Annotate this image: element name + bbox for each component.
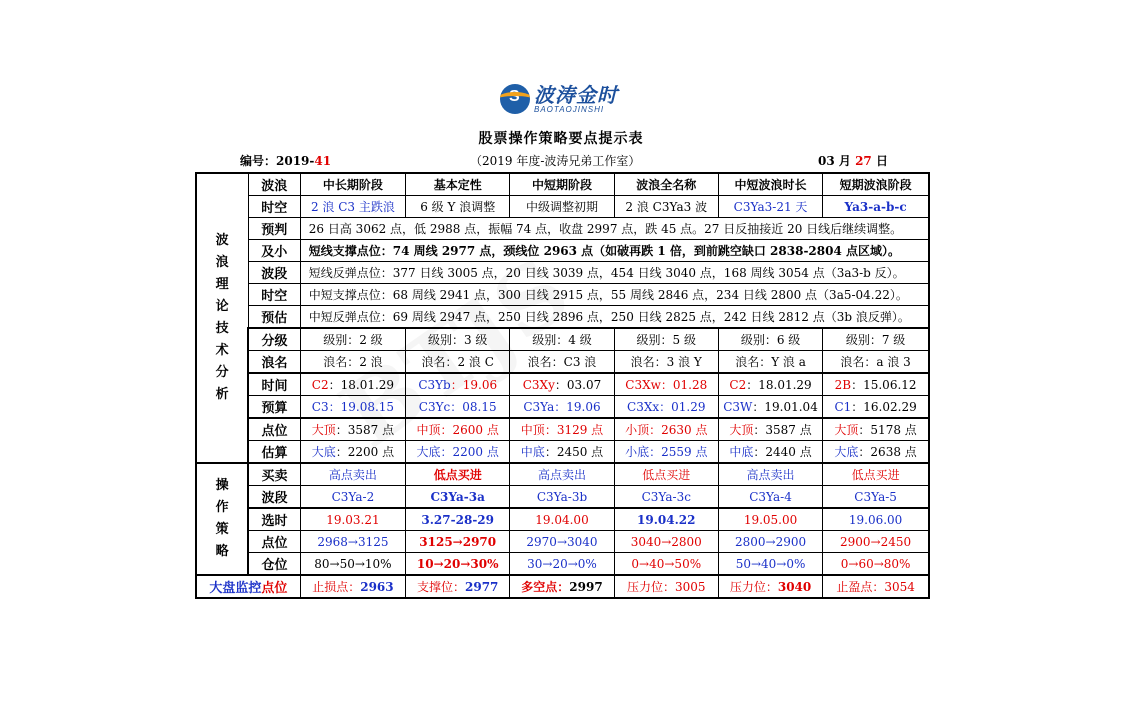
table-cell: 小底：2559 点 bbox=[614, 441, 718, 464]
column-header: 基本定性 bbox=[406, 173, 510, 196]
table-cell: 中底：2440 点 bbox=[718, 441, 822, 464]
table-cell: 2968→3125 bbox=[300, 531, 405, 553]
table-cell: C3Ya-3a bbox=[406, 486, 510, 509]
table-cell: 10→20→30% bbox=[406, 553, 510, 576]
table-cell: 浪名：a 浪 3 bbox=[823, 351, 929, 374]
row-label: 波浪 bbox=[248, 173, 300, 196]
table-cell: 浪名：Y 浪 a bbox=[718, 351, 822, 374]
table-cell: 低点买进 bbox=[823, 463, 929, 486]
table-cell: 3.27-28-29 bbox=[406, 508, 510, 531]
row-label: 仓位 bbox=[248, 553, 300, 576]
forecast-line: 26 日高 3062 点，低 2988 点，振幅 74 点，收盘 2997 点，跌 45 点。27 日反抽接近 20 日线后继续调整。 bbox=[300, 218, 929, 240]
table-cell: C3Ya3-21 天 bbox=[718, 196, 822, 218]
row-label: 选时 bbox=[248, 508, 300, 531]
table-cell: 中顶：3129 点 bbox=[510, 418, 614, 441]
row-label: 预判 bbox=[248, 218, 300, 240]
table-cell: C3W：19.01.04 bbox=[718, 396, 822, 419]
table-row bbox=[196, 196, 929, 218]
table-cell: C3Ya-2 bbox=[300, 486, 405, 509]
table-cell: 高点卖出 bbox=[300, 463, 405, 486]
row-label: 点位 bbox=[248, 418, 300, 441]
table-cell: 6 级 Y 浪调整 bbox=[406, 196, 510, 218]
table-cell: C3Ya：19.06 bbox=[510, 396, 614, 419]
table-cell: 50→40→0% bbox=[718, 553, 822, 576]
row-label: 买卖 bbox=[248, 463, 300, 486]
forecast-line: 中短反弹点位：69 周线 2947 点，250 日线 2896 点，250 日线 2825 点，242 日线 2812 点（3b 浪反弹）。 bbox=[300, 306, 929, 329]
table-cell: 2 浪 C3Ya3 波 bbox=[614, 196, 718, 218]
forecast-line: 短线反弹点位：377 日线 3005 点，20 日线 3039 点，454 日线 3040 点，168 周线 3054 点（3a3-b 反）。 bbox=[300, 262, 929, 284]
table-cell: C3Xy：03.07 bbox=[510, 373, 614, 396]
section-label-ops: 操 作 策 略 bbox=[196, 463, 248, 575]
table-cell: 止盈点：3054 bbox=[823, 575, 929, 598]
table-cell: 级别：4 级 bbox=[510, 328, 614, 351]
table-cell: 浪名：C3 浪 bbox=[510, 351, 614, 374]
table-row bbox=[196, 240, 929, 262]
row-label: 预估 bbox=[248, 306, 300, 329]
table-cell: 19.04.22 bbox=[614, 508, 718, 531]
table-row bbox=[196, 531, 929, 553]
monitor-label: 大盘监控点位 bbox=[196, 575, 300, 598]
table-cell: 中顶：2600 点 bbox=[406, 418, 510, 441]
forecast-line: 短线支撑点位：74 周线 2977 点，颈线位 2963 点（如破再跌 1 倍，到前跳空缺口 2838-2804 点区域）。 bbox=[300, 240, 929, 262]
table-cell: 低点买进 bbox=[614, 463, 718, 486]
table-cell: 级别：2 级 bbox=[300, 328, 405, 351]
row-label: 浪名 bbox=[248, 351, 300, 374]
table-cell: C3Ya-3b bbox=[510, 486, 614, 509]
table-cell: 2900→2450 bbox=[823, 531, 929, 553]
table-cell: 支撑位：2977 bbox=[406, 575, 510, 598]
table-row bbox=[196, 306, 929, 329]
table-cell: 19.06.00 bbox=[823, 508, 929, 531]
table-cell: 0→40→50% bbox=[614, 553, 718, 576]
table-cell: 0→60→80% bbox=[823, 553, 929, 576]
section-label-wave: 波 浪 理 论 技 术 分 析 bbox=[196, 173, 248, 463]
table-cell: C2：18.01.29 bbox=[718, 373, 822, 396]
table-cell: C3：19.08.15 bbox=[300, 396, 405, 419]
table-row bbox=[196, 441, 929, 464]
table-cell: 浪名：2 浪 C bbox=[406, 351, 510, 374]
table-cell: C3Ya-4 bbox=[718, 486, 822, 509]
table-cell: 3125→2970 bbox=[406, 531, 510, 553]
logo-chinese: 波涛金时 bbox=[534, 82, 618, 107]
column-header: 中长期阶段 bbox=[300, 173, 405, 196]
logo-emblem-icon: S bbox=[500, 84, 530, 114]
table-cell: 大底：2200 点 bbox=[300, 441, 405, 464]
table-cell: Ya3-a-b-c bbox=[823, 196, 929, 218]
forecast-line: 中短支撑点位：68 周线 2941 点，300 日线 2915 点，55 周线 2846 点，234 日线 2800 点（3a5-04.22）。 bbox=[300, 284, 929, 306]
table-cell: 19.04.00 bbox=[510, 508, 614, 531]
table-cell: C3Xx：01.29 bbox=[614, 396, 718, 419]
table-cell: 30→20→0% bbox=[510, 553, 614, 576]
table-cell: C3Xw：01.28 bbox=[614, 373, 718, 396]
table-cell: 级别：3 级 bbox=[406, 328, 510, 351]
serial-number: 编号：2019-41 bbox=[240, 154, 332, 168]
table-cell: 小顶：2630 点 bbox=[614, 418, 718, 441]
row-label: 波段 bbox=[248, 262, 300, 284]
table-cell: C1：16.02.29 bbox=[823, 396, 929, 419]
table-row bbox=[196, 284, 929, 306]
table-cell: 2800→2900 bbox=[718, 531, 822, 553]
table-cell: 止损点：2963 bbox=[300, 575, 405, 598]
table-cell: 2 浪 C3 主跌浪 bbox=[300, 196, 405, 218]
table-row bbox=[196, 396, 929, 419]
table-cell: 高点卖出 bbox=[718, 463, 822, 486]
table-cell: 多空点：2997 bbox=[510, 575, 614, 598]
table-cell: 级别：6 级 bbox=[718, 328, 822, 351]
table-cell: 大顶：3587 点 bbox=[718, 418, 822, 441]
table-cell: C2：18.01.29 bbox=[300, 373, 405, 396]
table-cell: 3040→2800 bbox=[614, 531, 718, 553]
page-title: 股票操作策略要点提示表 bbox=[478, 131, 644, 147]
row-label: 点位 bbox=[248, 531, 300, 553]
table-cell: 2970→3040 bbox=[510, 531, 614, 553]
table-cell: 低点买进 bbox=[406, 463, 510, 486]
row-label: 时空 bbox=[248, 196, 300, 218]
table-cell: 浪名：2 浪 bbox=[300, 351, 405, 374]
row-label: 时空 bbox=[248, 284, 300, 306]
table-row bbox=[196, 351, 929, 374]
column-header: 短期波浪阶段 bbox=[823, 173, 929, 196]
table-cell: 高点卖出 bbox=[510, 463, 614, 486]
table-row bbox=[196, 173, 929, 196]
row-label: 估算 bbox=[248, 441, 300, 464]
column-header: 中短波浪时长 bbox=[718, 173, 822, 196]
table-cell: 19.05.00 bbox=[718, 508, 822, 531]
table-cell: C3Ya-3c bbox=[614, 486, 718, 509]
table-cell: 19.03.21 bbox=[300, 508, 405, 531]
table-row bbox=[196, 328, 929, 351]
strategy-table bbox=[195, 172, 930, 599]
header-subtitle: （2019 年度-波涛兄弟工作室） bbox=[470, 154, 641, 168]
row-label: 预算 bbox=[248, 396, 300, 419]
column-header: 波浪全名称 bbox=[614, 173, 718, 196]
table-row bbox=[196, 418, 929, 441]
table-cell: 大底：2200 点 bbox=[406, 441, 510, 464]
table-row bbox=[196, 575, 929, 598]
table-cell: 压力位：3005 bbox=[614, 575, 718, 598]
table-cell: 压力位：3040 bbox=[718, 575, 822, 598]
table-cell: 浪名：3 浪 Y bbox=[614, 351, 718, 374]
table-row bbox=[196, 486, 929, 509]
table-cell: 级别：5 级 bbox=[614, 328, 718, 351]
table-row bbox=[196, 553, 929, 576]
table-row bbox=[196, 373, 929, 396]
brand-logo bbox=[500, 82, 618, 116]
table-cell: C3Yb：19.06 bbox=[406, 373, 510, 396]
table-row bbox=[196, 262, 929, 284]
table-cell: 大顶：3587 点 bbox=[300, 418, 405, 441]
table-cell: C3Yc：08.15 bbox=[406, 396, 510, 419]
table-cell: 级别：7 级 bbox=[823, 328, 929, 351]
table-cell: 大顶：5178 点 bbox=[823, 418, 929, 441]
table-cell: C3Ya-5 bbox=[823, 486, 929, 509]
table-cell: 80→50→10% bbox=[300, 553, 405, 576]
table-cell: 中底：2450 点 bbox=[510, 441, 614, 464]
report-date: 03 月 27 日 bbox=[818, 154, 888, 168]
table-row bbox=[196, 508, 929, 531]
row-label: 分级 bbox=[248, 328, 300, 351]
table-row bbox=[196, 463, 929, 486]
row-label: 及小 bbox=[248, 240, 300, 262]
table-cell: 2B：15.06.12 bbox=[823, 373, 929, 396]
table-cell: 大底：2638 点 bbox=[823, 441, 929, 464]
column-header: 中短期阶段 bbox=[510, 173, 614, 196]
table-cell: 中级调整初期 bbox=[510, 196, 614, 218]
row-label: 时间 bbox=[248, 373, 300, 396]
table-row bbox=[196, 218, 929, 240]
logo-english: BAOTAOJINSHI bbox=[534, 104, 605, 114]
row-label: 波段 bbox=[248, 486, 300, 509]
